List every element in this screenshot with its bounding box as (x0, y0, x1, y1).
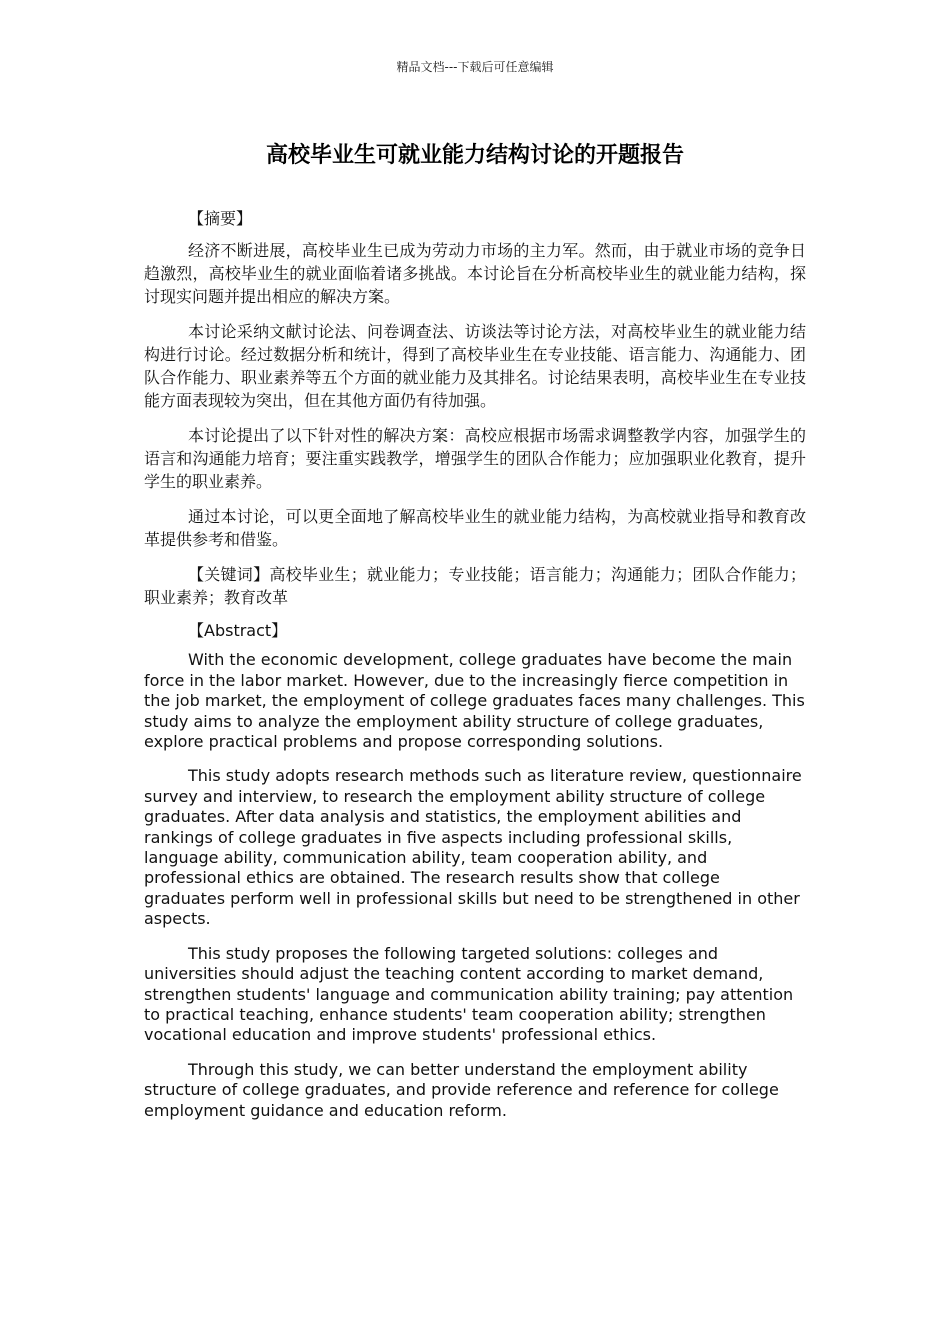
abstract-en-paragraph-4: Through this study, we can better understand the employment ability structure of college graduates, and provide reference and reference for college employment guidance and education reform. (144, 1059, 779, 1120)
abstract-cn-paragraph-2: 本讨论采纳文献讨论法、问卷调查法、访谈法等讨论方法，对高校毕业生的就业能力结构进行讨论。经过数据分析和统计，得到了高校毕业生在专业技能、语言能力、沟通能力、团队合作能力、职业素养等五个方面的就业能力及其排名。讨论结果表明，高校毕业生在专业技能方面表现较为突出，但在其他方面仍有待加强。 (144, 322, 806, 410)
document-body (144, 207, 806, 1135)
abstract-en-heading: 【Abstract】 (188, 621, 288, 640)
keywords-cn: 【关键词】高校毕业生；就业能力；专业技能；语言能力；沟通能力；团队合作能力；职业素养；教育改革 (144, 565, 806, 607)
header-note: 精品文档---下载后可任意编辑 (396, 60, 554, 74)
abstract-en-paragraph-3: This study proposes the following targeted solutions: colleges and universities should adjust the teaching content according to market demand, strengthen students' language and communication ability training; pay attention to practical teaching, enhance students' team cooperation ability; strengthen vocational education and improve students' professional ethics. (144, 943, 794, 1045)
abstract-cn-paragraph-3: 本讨论提出了以下针对性的解决方案：高校应根据市场需求调整教学内容，加强学生的语言和沟通能力培育；要注重实践教学，增强学生的团队合作能力；应加强职业化教育，提升学生的职业素养。 (144, 426, 806, 491)
abstract-cn-paragraph-1: 经济不断进展，高校毕业生已成为劳动力市场的主力军。然而，由于就业市场的竞争日趋激烈，高校毕业生的就业面临着诸多挑战。本讨论旨在分析高校毕业生的就业能力结构，探讨现实问题并提出相应的解决方案。 (144, 241, 806, 306)
document-title: 高校毕业生可就业能力结构讨论的开题报告 (265, 143, 684, 168)
abstract-en-paragraph-2: This study adopts research methods such as literature review, questionnaire survey and interview, to research the employment ability structure of college graduates. After data analysis and statistics, the employment abilities and rankings of college graduates in five aspects including professional skills, language ability, communication ability, team cooperation ability, and professional ethics are obtained. The research results show that college graduates perform well in professional skills but need to be strengthened in other aspects. (144, 766, 802, 929)
abstract-cn-heading: 【摘要】 (188, 209, 253, 228)
abstract-en-paragraph-1: With the economic development, college graduates have become the main force in the labor market. However, due to the increasingly fierce competition in the job market, the employment of college graduates faces many challenges. This study aims to analyze the employment ability structure of college graduates, explore practical problems and propose corresponding solutions. (144, 650, 805, 752)
abstract-cn-paragraph-4: 通过本讨论，可以更全面地了解高校毕业生的就业能力结构，为高校就业指导和教育改革提供参考和借鉴。 (144, 507, 806, 549)
